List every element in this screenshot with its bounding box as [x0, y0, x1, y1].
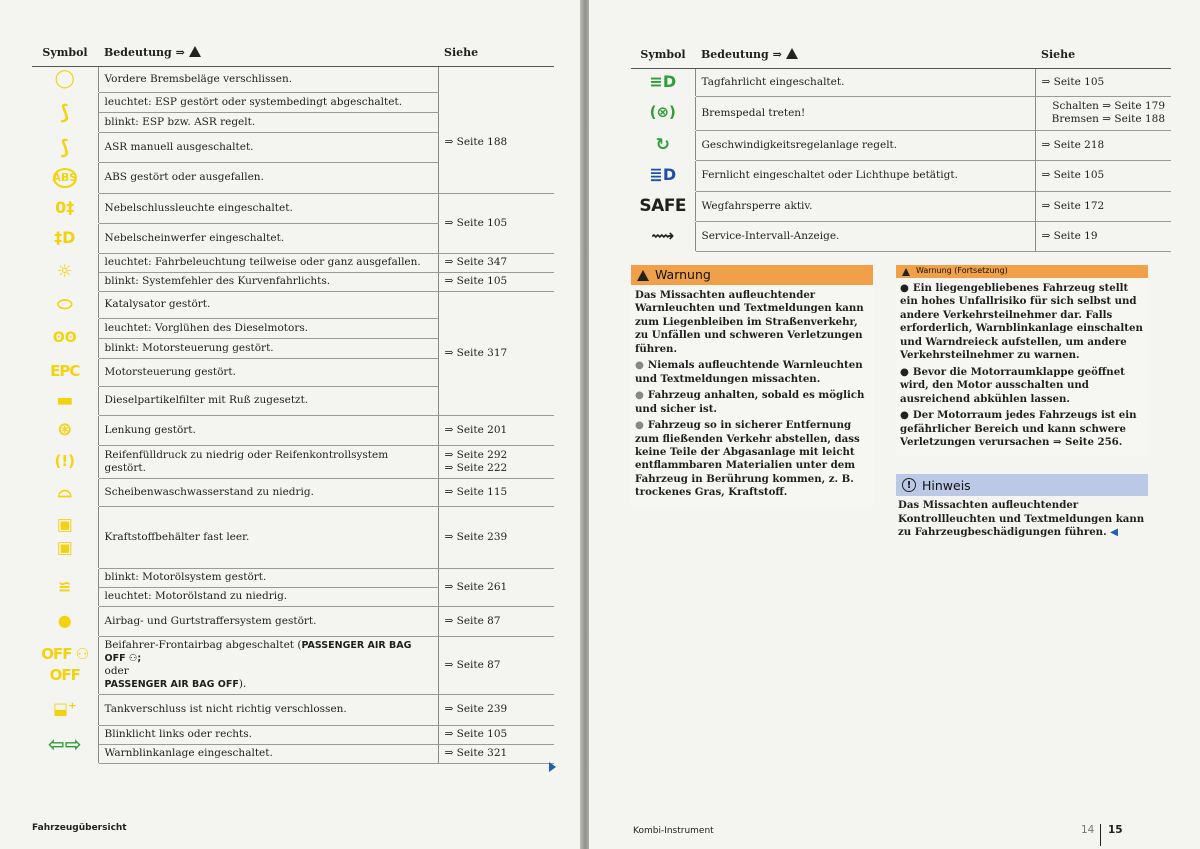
esp-icon: ⟆ — [60, 99, 70, 124]
hinweis-text: Das Missachten aufleuchtender Kontrollleuchten und Textmeldungen kann zu Fahrzeugbeschädigungen führen. ◀ — [898, 499, 1145, 539]
warning-triangle-icon — [902, 268, 910, 276]
left-page — [0, 0, 583, 849]
table-row: ▣ ▣ Kraftstoffbehälter fast leer. ⇒ Seite 239 — [32, 506, 554, 568]
right-symbol-table — [631, 44, 1171, 252]
table-row: ⇦⇨ Blinklicht links oder rechts. ⇒ Seite 105 — [32, 725, 554, 744]
right-footer: Kombi-Instrument — [633, 826, 714, 836]
warning-box — [631, 265, 873, 507]
table-row: ⟆ leuchtet: ESP gestört oder systembedingt abgeschaltet. ⇒ Seite 188 — [32, 92, 554, 112]
left-symbol-table — [32, 42, 554, 764]
warning-continued-box — [896, 265, 1148, 456]
col-header-meaning: Bedeutung ⇒ — [98, 42, 438, 66]
washer-fluid-icon: ⌓ — [57, 481, 72, 503]
airbag-icon: ● — [57, 610, 72, 630]
page-number-right: 15 — [1108, 824, 1123, 836]
turn-signal-icon: ⇦⇨ — [47, 731, 82, 756]
service-wrench-icon: ⟿ — [651, 225, 675, 245]
warning-header: Warnung — [631, 265, 873, 285]
table-row: (⊗) Bremspedal treten! Schalten ⇒ Seite 179 Bremsen ⇒ Seite 188 — [631, 96, 1171, 130]
col-header-see: Siehe — [438, 42, 554, 66]
warning-intro: Das Missachten aufleuchtender Warnleuchten und Textmeldungen kann zum Liegenbleiben im Straßenverkehr, zu Unfällen und schweren Verletzungen führen. — [635, 289, 864, 355]
cornering-light-icon: ☼ — [56, 261, 73, 283]
table-row: ‡D Nebelscheinwerfer eingeschaltet. — [32, 223, 554, 253]
asr-off-icon: ⟆ — [60, 134, 70, 159]
page-number-left: 14 — [1081, 824, 1095, 836]
table-row: blinkt: Motorsteuerung gestört. — [32, 338, 554, 358]
cruise-control-icon: ↻ — [655, 134, 670, 155]
info-icon: ! — [902, 478, 916, 492]
continue-arrow-icon — [549, 762, 556, 772]
list-item: ● Ein liegengebliebenes Fahrzeug stellt ein hohes Unfallrisiko für sich selbst und andere Verkehrsteilnehmer dar. Falls erforderlich, Warnblinkanlage einschalten und Warndreieck aufstellen, um andere Verkehrsteilnehmer zu warnen. — [900, 282, 1143, 362]
table-row: leuchtet: Motorölstand zu niedrig. — [32, 587, 554, 606]
table-row: ⟿ Service-Intervall-Anzeige. ⇒ Seite 19 — [631, 221, 1171, 251]
diesel-particulate-filter-icon: ▬ — [56, 389, 74, 411]
list-item: ● Bevor die Motorraumklappe geöffnet wird, den Motor ausschalten und ausreichend abkühlen lassen. — [900, 365, 1125, 405]
oil-can-icon: ≌ — [58, 576, 72, 596]
table-row: ☼ leuchtet: Fahrbeleuchtung teilweise oder ganz ausgefallen. ⇒ Seite 347 — [32, 253, 554, 272]
table-row: ≣D Fernlicht eingeschaltet oder Lichthupe betätigt. ⇒ Seite 105 — [631, 160, 1171, 191]
fuel-cap-icon: ⬓⁺ — [52, 699, 77, 719]
catalytic-converter-icon: ⬭ — [57, 293, 73, 315]
daytime-running-light-icon: ≡D — [649, 71, 677, 91]
table-row: ⬭ Katalysator gestört. ⇒ Seite 317 — [32, 291, 554, 318]
table-row: blinkt: ESP bzw. ASR regelt. — [32, 112, 554, 132]
right-page — [589, 0, 1200, 849]
table-row: ⟆ ASR manuell ausgeschaltet. — [32, 132, 554, 162]
list-item: ● Niemals aufleuchtende Warnleuchten und Textmeldungen missachten. — [635, 359, 863, 385]
table-row: Warnblinkanlage eingeschaltet. ⇒ Seite 321 — [32, 744, 554, 763]
epc-icon: EPC — [50, 362, 80, 381]
list-item: ● Der Motorraum jedes Fahrzeugs ist ein gefährlicher Bereich und kann schwere Verletzungen verursachen ⇒ Seite 256. — [900, 409, 1137, 448]
steering-icon: ⊛ — [57, 419, 73, 441]
left-footer: Fahrzeugübersicht — [32, 823, 127, 833]
table-row: (!) Reifenfülldruck zu niedrig oder Reifenkontrollsystem gestört. ⇒ Seite 292 ⇒ Seite 222 — [32, 445, 554, 478]
table-row: ABS ABS gestört oder ausgefallen. — [32, 162, 554, 193]
abs-icon: ABS — [53, 168, 77, 188]
table-row: ≡D Tagfahrlicht eingeschaltet. ⇒ Seite 105 — [631, 68, 1171, 96]
table-row: EPC Motorsteuerung gestört. — [32, 358, 554, 386]
table-row: ⊛ Lenkung gestört. ⇒ Seite 201 — [32, 415, 554, 445]
table-row: ▬ Dieselpartikelfilter mit Ruß zugesetzt. — [32, 386, 554, 415]
page-number-divider — [1100, 824, 1101, 846]
table-row: ● Airbag- und Gurtstraffersystem gestört. ⇒ Seite 87 — [32, 606, 554, 636]
table-row: 0‡ Nebelschlussleuchte eingeschaltet. ⇒ Seite 105 — [32, 193, 554, 223]
fuel-tank-icon: ▣ ▣ — [56, 515, 73, 559]
table-row: SAFE Wegfahrsperre aktiv. ⇒ Seite 172 — [631, 191, 1171, 221]
rear-fog-light-icon: 0‡ — [55, 197, 75, 217]
warning-triangle-icon — [189, 46, 201, 57]
end-marker-icon: ◀ — [1110, 526, 1119, 539]
table-row: ⌓ Scheibenwaschwasserstand zu niedrig. ⇒ Seite 115 — [32, 478, 554, 506]
table-row: OFF ⚇ OFF Beifahrer-Frontairbag abgeschaltet (PASSENGER AIR BAG OFF ⚇; oder PASSENGER AIR BAG OFF). ⇒ Seite 87 — [32, 636, 554, 694]
warning-triangle-icon — [637, 270, 649, 281]
warning-triangle-icon — [786, 48, 798, 59]
brake-pedal-icon: (⊗) — [649, 103, 676, 122]
list-item: ● Fahrzeug so in sicherer Entfernung zum fließenden Verkehr abstellen, dass keine Teile der Abgasanlage mit leicht entflammbaren Materialien unter dem Fahrzeug in Berührung kommen, z. B. trockenes Gras, Kraftstoff. — [635, 419, 860, 499]
list-item: ● Fahrzeug anhalten, sobald es möglich und sicher ist. — [635, 389, 865, 415]
col-header-symbol: Symbol — [32, 42, 98, 66]
brake-pad-icon: ◯ — [54, 68, 75, 90]
high-beam-icon: ≣D — [649, 165, 677, 185]
immobilizer-safe-icon: SAFE — [639, 195, 687, 216]
col-header-symbol: Symbol — [631, 44, 695, 68]
warning-continued-header: Warnung (Fortsetzung) — [896, 265, 1148, 278]
table-row: ≌ blinkt: Motorölsystem gestört. ⇒ Seite 261 — [32, 568, 554, 587]
table-row: ⬓⁺ Tankverschluss ist nicht richtig verschlossen. ⇒ Seite 239 — [32, 694, 554, 725]
table-row: blinkt: Systemfehler des Kurvenfahrlichts. ⇒ Seite 105 — [32, 272, 554, 291]
glow-plug-icon: ʘʘ — [52, 329, 77, 346]
tire-pressure-icon: (!) — [54, 451, 76, 470]
passenger-airbag-off-icon: OFF ⚇ OFF — [41, 645, 89, 685]
table-row: ↻ Geschwindigkeitsregelanlage regelt. ⇒ Seite 218 — [631, 130, 1171, 160]
hinweis-header: ! Hinweis — [896, 474, 1148, 496]
front-fog-light-icon: ‡D — [54, 227, 76, 247]
col-header-see: Siehe — [1035, 44, 1171, 68]
table-row: ◯ Vordere Bremsbeläge verschlissen. — [32, 66, 554, 92]
table-row: ʘʘ leuchtet: Vorglühen des Dieselmotors. — [32, 318, 554, 338]
col-header-meaning: Bedeutung ⇒ — [695, 44, 1035, 68]
